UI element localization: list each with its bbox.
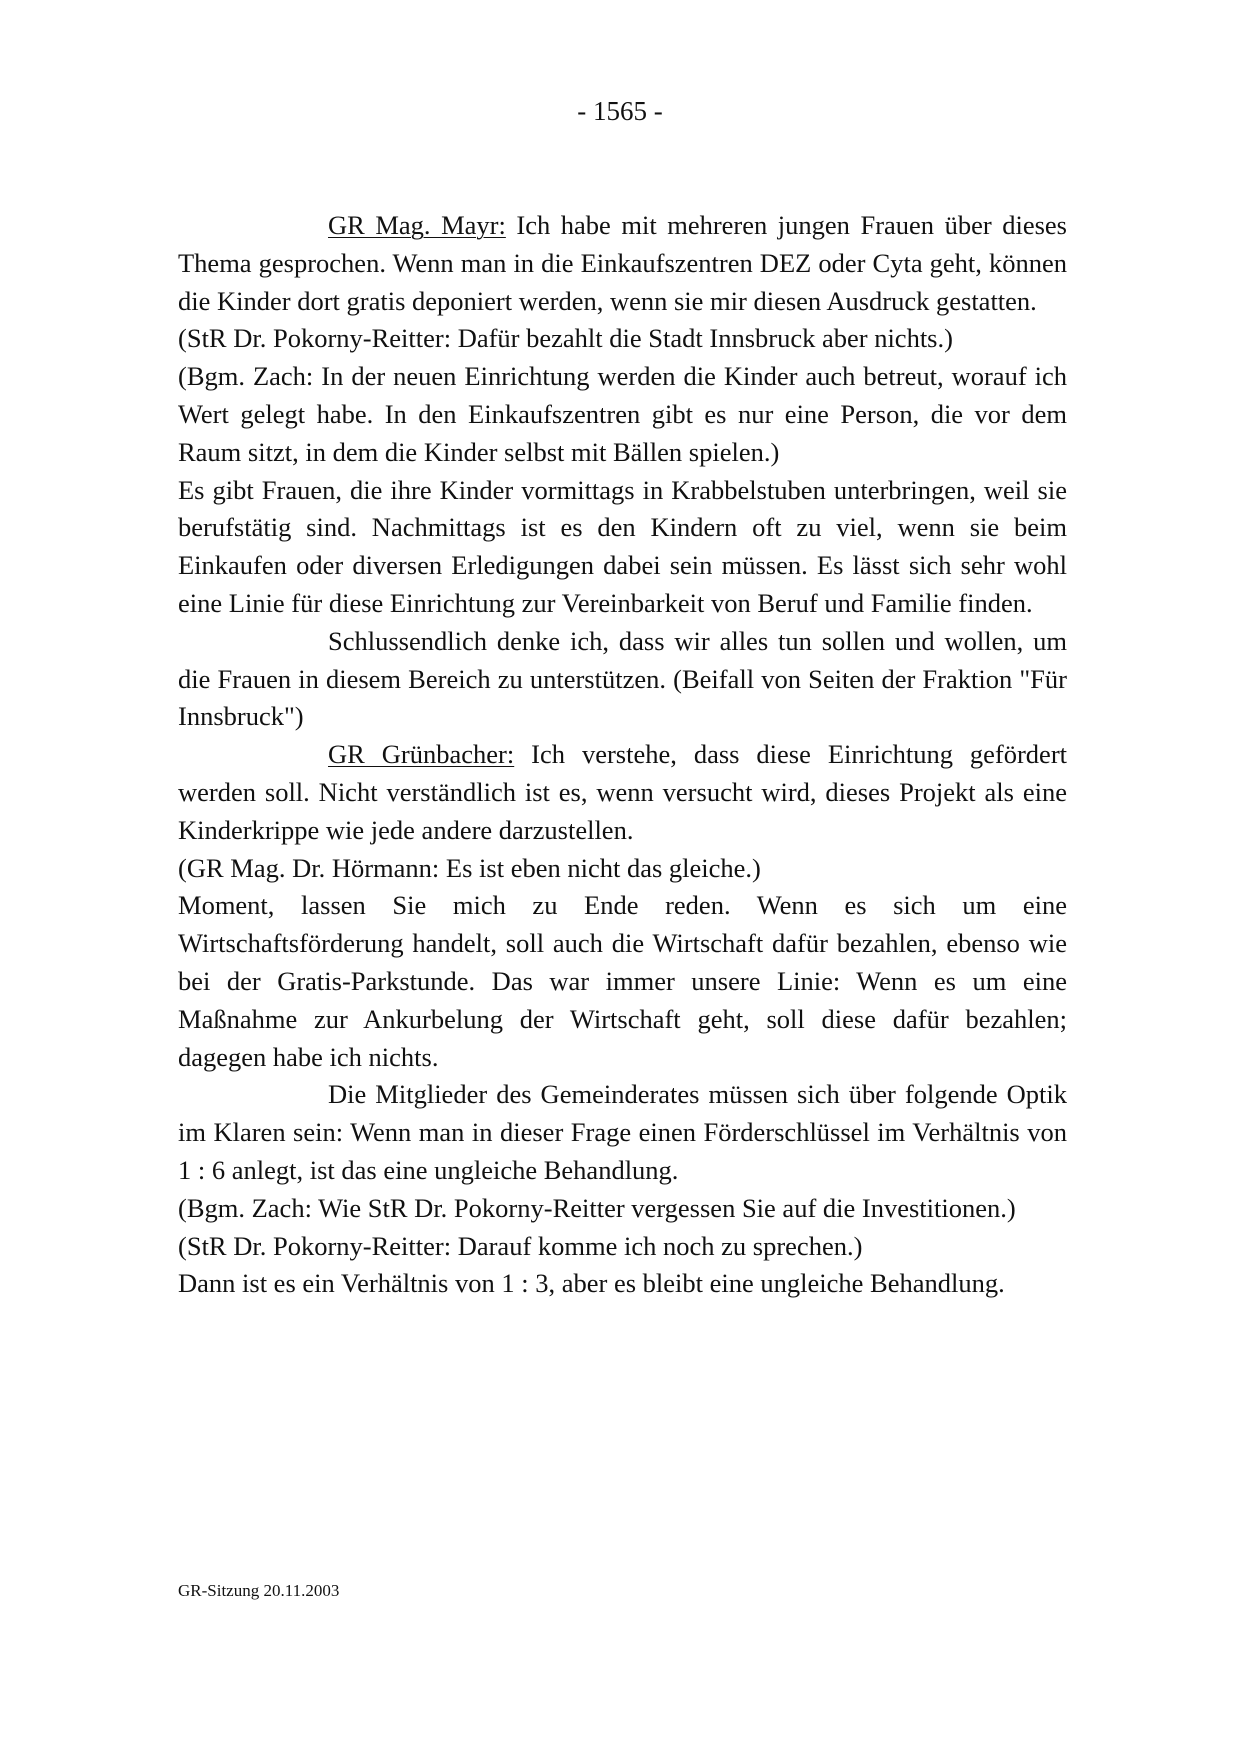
speaker-name: GR Mag. Mayr:: [328, 210, 506, 240]
paragraph: [178, 1076, 1067, 1189]
interjection: [178, 320, 1067, 358]
paragraph-text: (StR Dr. Pokorny-Reitter: Dafür bezahlt die Stadt Innsbruck aber nichts.): [178, 323, 953, 354]
document-body: [178, 207, 1067, 1303]
paragraph: [178, 887, 1067, 1076]
interjection: [178, 358, 1067, 471]
speaker-name: GR Grünbacher:: [328, 739, 515, 770]
paragraph-text: Ich habe mit mehreren jungen Frauen über dieses Thema gesprochen. Wenn man in die Einkaufszentren DEZ oder Cyta geht, können die Kinder dort gratis deponiert werden, wenn sie mir diesen Ausdruck gestatten.: [178, 210, 1067, 316]
paragraph-gruenbacher: [178, 736, 1067, 849]
paragraph-mayr: [178, 207, 1067, 320]
paragraph-text: Dann ist es ein Verhältnis von 1 : 3, aber es bleibt eine ungleiche Behandlung.: [178, 1268, 1005, 1299]
interjection: [178, 1190, 1067, 1228]
paragraph-text: Moment, lassen Sie mich zu Ende reden. Wenn es sich um eine Wirtschaftsförderung handelt, soll auch die Wirtschaft dafür bezahlen, ebenso wie bei der Gratis-Parkstunde. Das war immer unsere Linie: Wenn es um eine Maßnahme zur Ankurbelung der Wirtschaft geht, soll diese dafür bezahlen; dagegen habe ich nichts.: [178, 890, 1067, 1072]
paragraph-text: (Bgm. Zach: In der neuen Einrichtung werden die Kinder auch betreut, worauf ich Wert gelegt habe. In den Einkaufszentren gibt es nur eine Person, die vor dem Raum sitzt, in dem die Kinder selbst mit Bällen spielen.): [178, 361, 1067, 467]
page-number: - 1565 -: [577, 96, 663, 126]
paragraph: [178, 472, 1067, 623]
paragraph-text: (Bgm. Zach: Wie StR Dr. Pokorny-Reitter vergessen Sie auf die Investitionen.): [178, 1192, 1016, 1223]
paragraph-text: Die Mitglieder des Gemeinderates müssen sich über folgende Optik im Klaren sein: Wenn man in dieser Frage einen Förderschlüssel im Verhältnis von 1 : 6 anlegt, ist das eine ungleiche Behandlung.: [178, 1079, 1067, 1185]
paragraph-text: (StR Dr. Pokorny-Reitter: Darauf komme ich noch zu sprechen.): [178, 1230, 863, 1261]
paragraph: [178, 1265, 1067, 1303]
paragraph-text: Ich verstehe, dass diese Einrichtung gefördert werden soll. Nicht verständlich ist es, wenn versucht wird, dieses Projekt als eine Kinderkrippe wie jede andere darzustellen.: [178, 739, 1068, 845]
paragraph-text: (GR Mag. Dr. Hörmann: Es ist eben nicht das gleiche.): [178, 852, 761, 883]
paragraph: [178, 623, 1067, 736]
interjection: [178, 1228, 1067, 1266]
paragraph-text: Schlussendlich denke ich, dass wir alles tun sollen und wollen, um die Frauen in diesem Bereich zu unterstützen. (Beifall von Seiten der Fraktion "Für Innsbruck"): [178, 625, 1067, 732]
interjection: [178, 850, 1067, 888]
footer: GR-Sitzung 20.11.2003: [178, 1581, 340, 1600]
paragraph-text: Es gibt Frauen, die ihre Kinder vormittags in Krabbelstuben unterbringen, weil sie berufstätig sind. Nachmittags ist es den Kindern oft zu viel, wenn sie beim Einkaufen oder diversen Erledigungen dabei sein müssen. Es lässt sich sehr wohl eine Linie für diese Einrichtung zur Vereinbarkeit von Beruf und Familie finden.: [178, 474, 1067, 618]
